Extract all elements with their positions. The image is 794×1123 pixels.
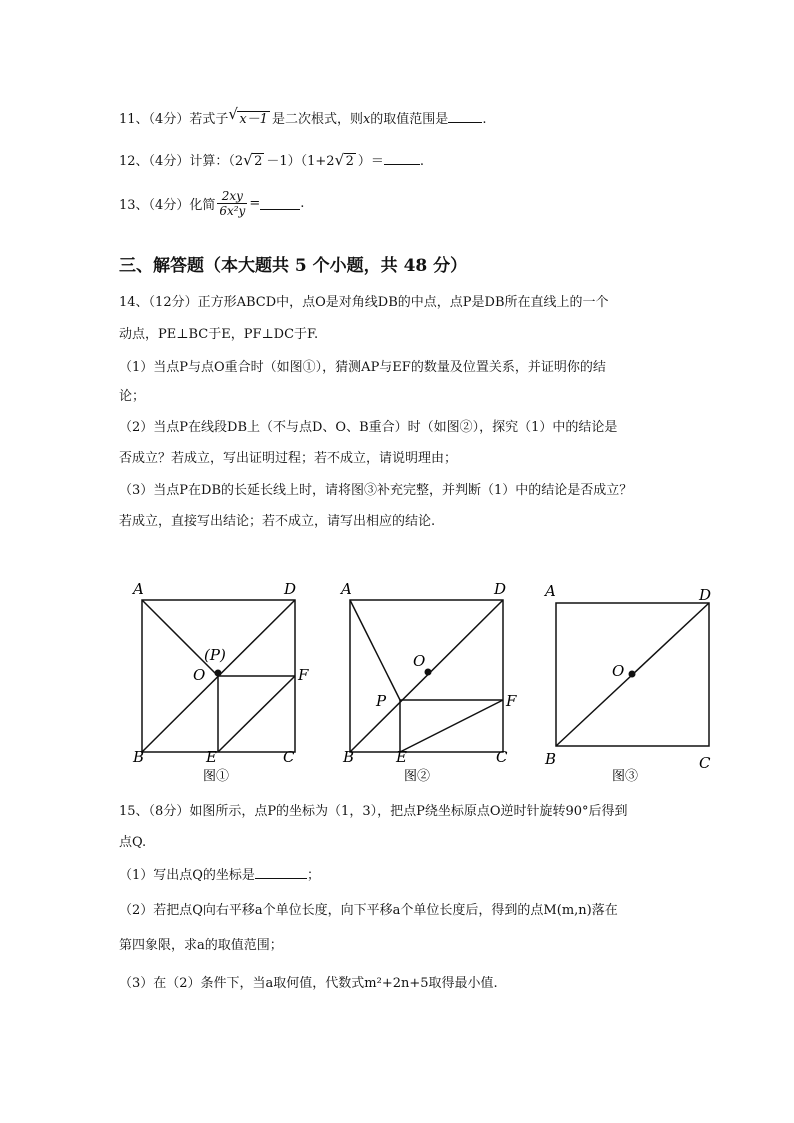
q15-line2: 点Q.	[119, 835, 147, 850]
answer-blank	[384, 152, 420, 165]
answer-blank	[448, 110, 482, 123]
answer-blank	[255, 866, 307, 879]
fig2-label-e: E	[396, 748, 407, 766]
sqrt-expression: √ x－1	[228, 105, 268, 127]
q14-part2-line2: 否成立？若成立，写出证明过程；若不成立，请说明理由；	[119, 451, 458, 466]
fig2-diagonal-bd	[350, 600, 503, 752]
fig2-label-b: B	[343, 748, 355, 766]
fraction: $\frac{2xy}{\text{6x²y}}$	[219, 189, 246, 218]
fig3-label-d: D	[699, 586, 712, 604]
q14-line1: 14、（12分）正方形ABCD中，点O是对角线DB的中点，点P是DB所在直线上的一个	[119, 295, 609, 310]
fig1-point-o	[215, 670, 222, 677]
answer-blank	[260, 197, 300, 210]
q14-part3-line1: （3）当点P在DB的长延长线上时，请将图③补充完整，并判断（1）中的结论是否成立？	[119, 483, 633, 498]
sqrt-expression: √ 2	[243, 151, 263, 169]
q14-line2: 动点，PE⊥BC于E，PF⊥DC于F.	[119, 327, 319, 342]
fig3-label-c: C	[699, 754, 711, 772]
fig2-label-o: O	[413, 652, 426, 670]
fig2-label-c: C	[496, 748, 508, 766]
fig1-caption: 图①	[203, 769, 230, 784]
sqrt-expression: √ 2	[334, 151, 354, 169]
section-title: 三、解答题（本大题共 5 个小题，共 48 分）	[119, 256, 468, 276]
q15-part2-line2: 第四象限，求a的取值范围；	[119, 938, 283, 953]
fig1-segment-ap	[142, 600, 218, 676]
question-11: 11、（4分）若式子 √ x－1 是二次根式，则x的取值范围是 .	[119, 105, 487, 127]
fig2-label-p: P	[376, 692, 387, 710]
fig1-label-f: F	[298, 666, 309, 684]
fig2-label-a: A	[341, 580, 352, 598]
fig2-segment-ap	[350, 600, 400, 700]
fig3-label-b: B	[545, 750, 557, 768]
fig3-caption: 图③	[612, 769, 639, 784]
geometry-figures	[0, 570, 794, 795]
fig3-point-o	[629, 671, 636, 678]
fig3-label-a: A	[545, 582, 556, 600]
fig1-segment-ef	[218, 676, 295, 752]
fig2-label-f: F	[506, 692, 517, 710]
q14-part1-line2: 论；	[119, 389, 146, 404]
q14-part2-line1: （2）当点P在线段DB上（不与点D、O、B重合）时（如图②），探究（1）中的结论是	[119, 420, 618, 435]
q15-part3: （3）在（2）条件下，当a取何值，代数式m²+2n+5取得最小值.	[119, 976, 498, 991]
question-13: 13、（4分）化简 $\frac{2xy}{\text{6x²y}}$ = .	[119, 189, 305, 218]
fig2-segment-ef	[400, 700, 503, 752]
fig1-label-p: (P)	[204, 646, 226, 664]
fig1-label-o: O	[193, 666, 206, 684]
q14-part1-line1: （1）当点P与点O重合时（如图①），猜测AP与EF的数量及位置关系，并证明你的结	[119, 360, 606, 375]
q15-line1: 15、（8分）如图所示，点P的坐标为（1，3），把点P绕坐标原点O逆时针旋转90°后得到	[119, 804, 628, 819]
fig1-label-b: B	[133, 748, 145, 766]
fig2-point-o	[425, 669, 432, 676]
fig2-caption: 图②	[404, 769, 431, 784]
q14-part3-line2: 若成立，直接写出结论；若不成立，请写出相应的结论.	[119, 514, 436, 529]
fig2-label-d: D	[494, 580, 507, 598]
fig3-label-o: O	[612, 662, 625, 680]
question-12: 12、（4分）计算：（2 √ 2 －1）（1+2 √ 2 ）＝ .	[119, 151, 425, 169]
fig1-label-d: D	[284, 580, 297, 598]
fig1-label-c: C	[283, 748, 295, 766]
fig1-label-a: A	[133, 580, 144, 598]
q15-part2-line1: （2）若把点Q向右平移a个单位长度，向下平移a个单位长度后，得到的点M(m,n)落在	[119, 903, 618, 918]
q15-part1: （1）写出点Q的坐标是 ；	[119, 868, 320, 883]
fig1-label-e: E	[206, 748, 217, 766]
